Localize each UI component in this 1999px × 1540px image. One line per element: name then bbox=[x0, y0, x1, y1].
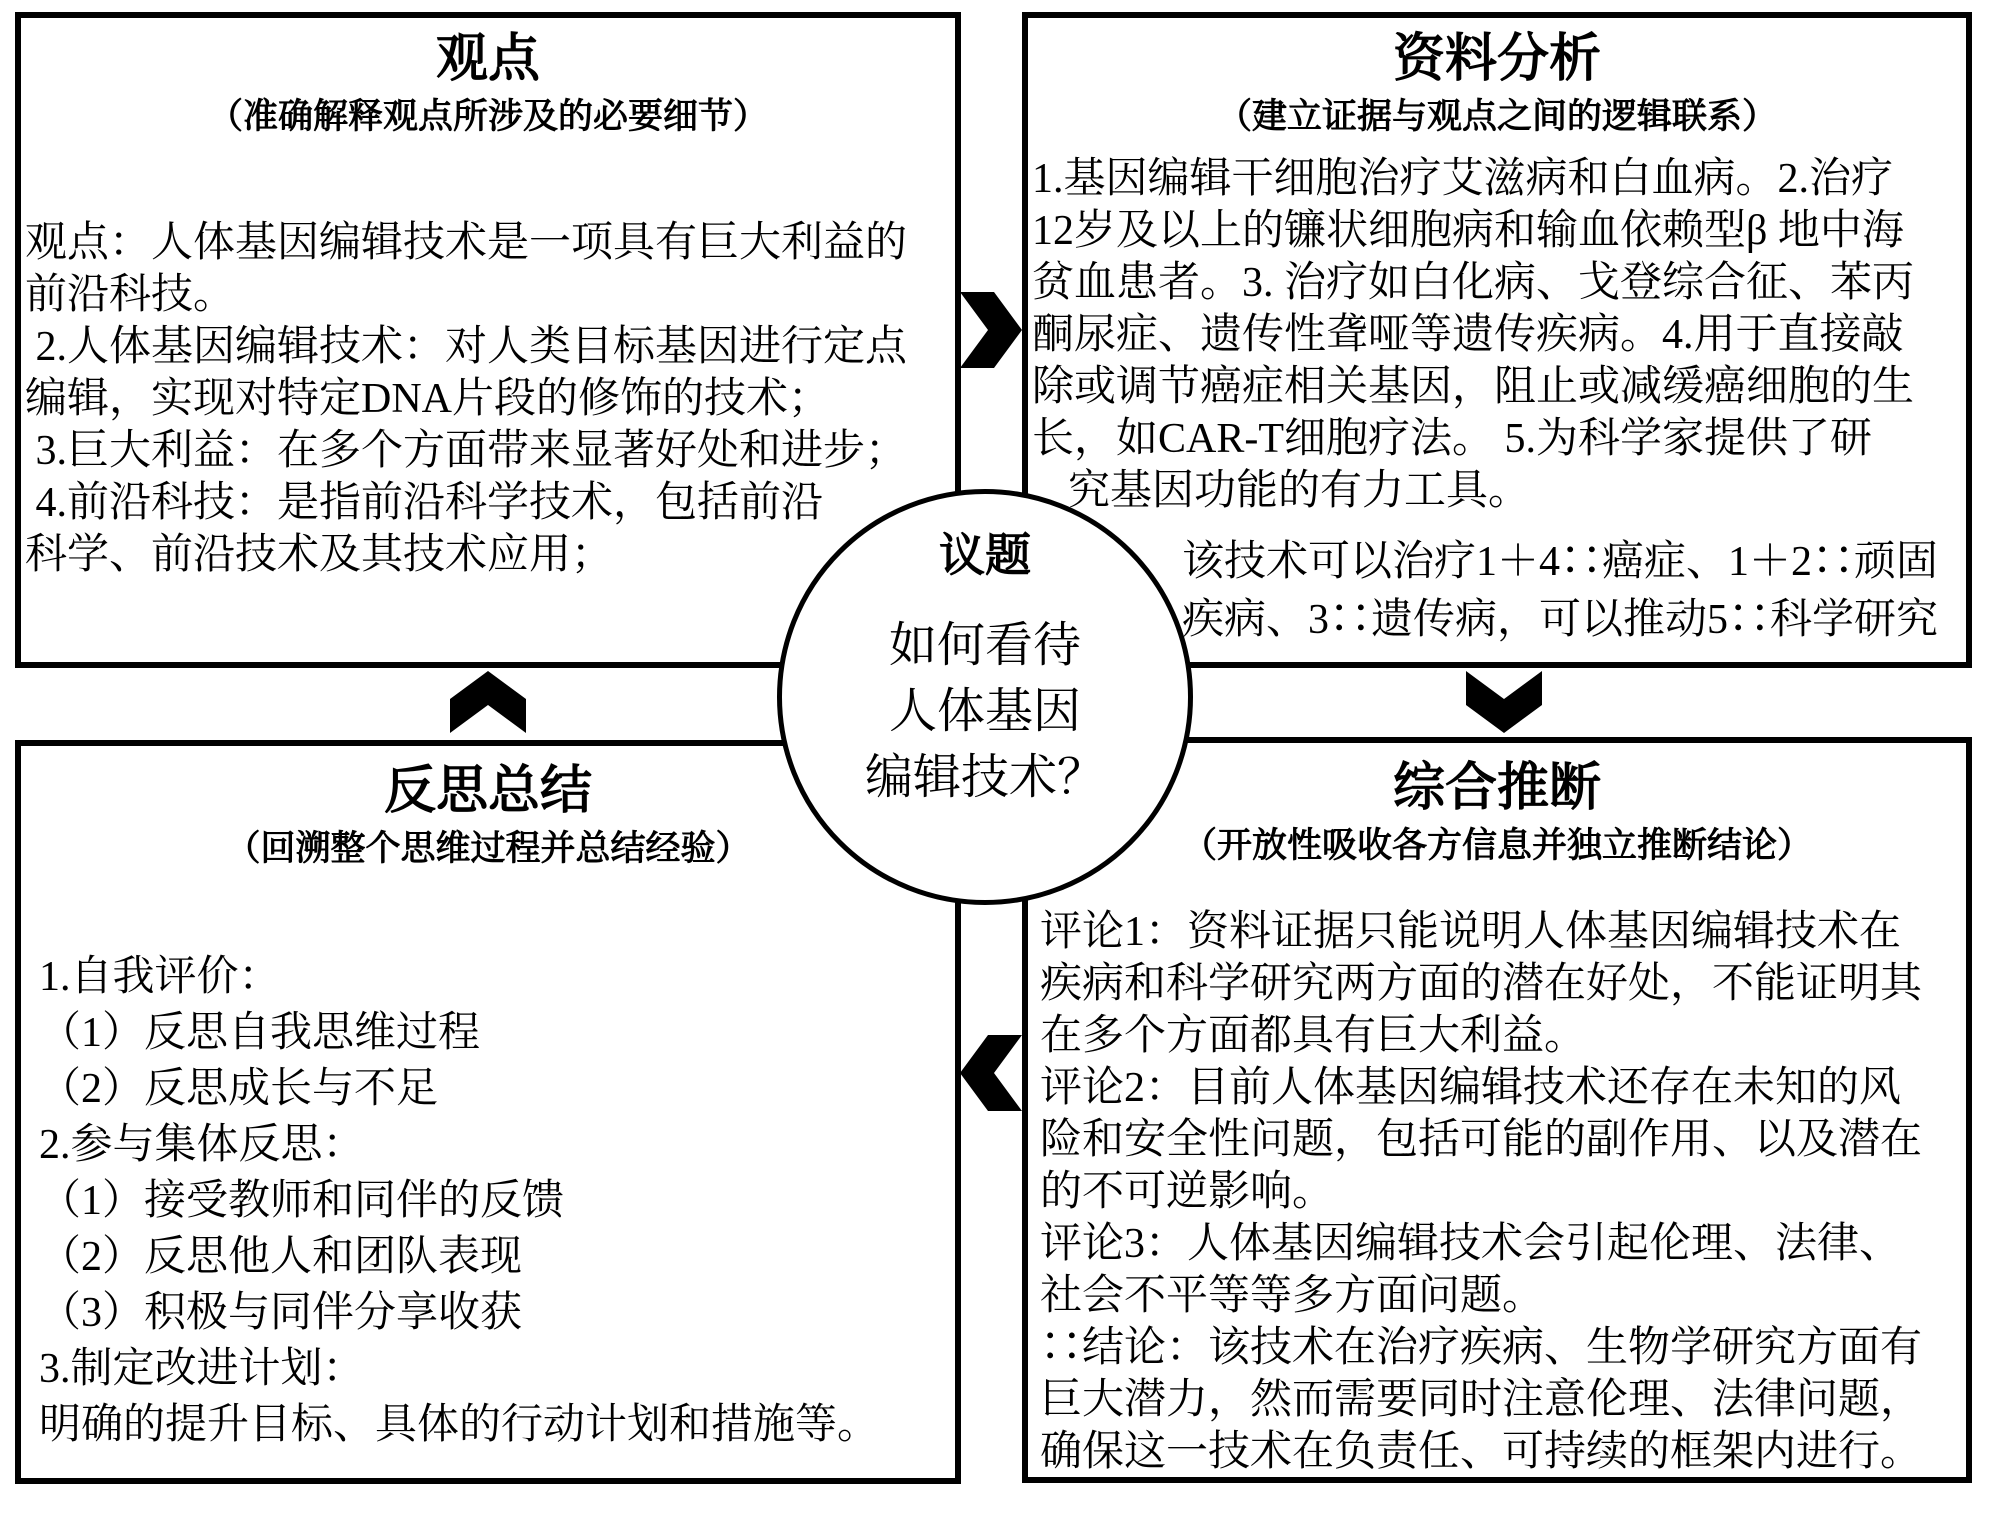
text-line: 疾病和科学研究两方面的潜在好处，不能证明其 bbox=[1040, 961, 1923, 1008]
text-line: ∷结论：该技术在治疗疾病、生物学研究方面有 bbox=[1040, 1325, 1923, 1372]
text-line: 编辑，实现对特定DNA片段的修饰的技术； bbox=[25, 376, 830, 423]
text-line: （2）反思他人和团队表现 bbox=[39, 1234, 523, 1281]
text-line: 在多个方面都具有巨大利益。 bbox=[1040, 1013, 1587, 1060]
chevron-right-icon bbox=[960, 292, 1022, 368]
synthesis-title: 综合推断 bbox=[1392, 759, 1601, 817]
text-line: 2.人体基因编辑技术：对人类目标基因进行定点 bbox=[25, 324, 908, 371]
text-line: 的不可逆影响。 bbox=[1040, 1169, 1335, 1216]
text-line: 疾病、3∷遗传病，可以推动5∷科学研究 bbox=[1182, 597, 1939, 644]
reflection-panel bbox=[15, 740, 961, 1484]
text-line: 12岁及以上的镰状细胞病和输血依赖型β 地中海 bbox=[1032, 208, 1904, 255]
synthesis-subtitle: （开放性吸收各方信息并独立推断结论） bbox=[1181, 825, 1812, 865]
text-line: 3.制定改进计划： bbox=[39, 1346, 365, 1393]
text-line: 人体基因 bbox=[888, 685, 1081, 739]
text-line: 确保这一技术在负责任、可持续的框架内进行。 bbox=[1040, 1429, 1923, 1476]
analysis-subtitle: （建立证据与观点之间的逻辑联系） bbox=[1216, 96, 1777, 136]
topic-label: 议题 bbox=[939, 529, 1031, 581]
text-line: 巨大潜力，然而需要同时注意伦理、法律问题， bbox=[1040, 1377, 1923, 1424]
chevron-left-icon bbox=[960, 1034, 1022, 1112]
text-line: （1）接受教师和同伴的反馈 bbox=[39, 1178, 565, 1225]
chevron-up-icon bbox=[450, 670, 526, 734]
text-line: 前沿科技。 bbox=[25, 272, 236, 319]
text-line: 险和安全性问题，包括可能的副作用、以及潜在 bbox=[1040, 1117, 1923, 1164]
text-line: 编辑技术？ bbox=[864, 751, 1105, 805]
reflection-body bbox=[21, 949, 955, 1453]
text-line: 科学、前沿技术及其技术应用； bbox=[25, 532, 614, 579]
text-line: 究基因功能的有力工具。 bbox=[1068, 468, 1531, 515]
text-line: 酮尿症、遗传性聋哑等遗传疾病。4.用于直接敲 bbox=[1032, 312, 1904, 359]
text-line: 如何看待 bbox=[888, 619, 1081, 673]
analysis-inference bbox=[1182, 533, 1966, 649]
text-line: 评论3：人体基因编辑技术会引起伦理、法律、 bbox=[1040, 1221, 1902, 1268]
text-line: 评论1：资料证据只能说明人体基因编辑技术在 bbox=[1040, 909, 1902, 956]
synthesis-body bbox=[1028, 906, 1966, 1478]
viewpoint-body bbox=[21, 217, 955, 581]
reflection-title: 反思总结 bbox=[383, 762, 592, 820]
text-line: 社会不平等等多方面问题。 bbox=[1040, 1273, 1545, 1320]
text-line: 4.前沿科技：是指前沿科学技术，包括前沿 bbox=[25, 480, 824, 527]
text-line: 除或调节癌症相关基因，阻止或减缓癌细胞的生 bbox=[1032, 364, 1915, 411]
text-line: 2.参与集体反思： bbox=[39, 1122, 365, 1169]
text-line: 观点：人体基因编辑技术是一项具有巨大利益的 bbox=[25, 220, 908, 267]
text-line: （2）反思成长与不足 bbox=[39, 1066, 439, 1113]
text-line: 贫血患者。3. 治疗如白化病、戈登综合征、苯丙 bbox=[1032, 260, 1915, 307]
chevron-down-icon bbox=[1466, 671, 1542, 733]
text-line: 3.巨大利益：在多个方面带来显著好处和进步； bbox=[25, 428, 908, 475]
analysis-title: 资料分析 bbox=[1392, 30, 1601, 88]
text-line: 1.自我评价： bbox=[39, 954, 281, 1001]
text-line: 评论2：目前人体基因编辑技术还存在未知的风 bbox=[1040, 1065, 1902, 1112]
topic-circle bbox=[777, 489, 1193, 905]
reflection-subtitle: （回溯整个思维过程并总结经验） bbox=[225, 828, 751, 868]
viewpoint-subtitle: （准确解释观点所涉及的必要细节） bbox=[207, 96, 768, 136]
topic-question bbox=[782, 613, 1188, 811]
viewpoint-title: 观点 bbox=[435, 30, 540, 88]
text-line: （3）积极与同伴分享收获 bbox=[39, 1290, 523, 1337]
text-line: 明确的提升目标、具体的行动计划和措施等。 bbox=[39, 1402, 880, 1449]
text-line: 1.基因编辑干细胞治疗艾滋病和白血病。2.治疗 bbox=[1032, 156, 1894, 203]
text-line: （1）反思自我思维过程 bbox=[39, 1010, 481, 1057]
text-line: 长，如CAR-T细胞疗法。 5.为科学家提供了研 bbox=[1032, 416, 1873, 463]
synthesis-panel bbox=[1022, 737, 1972, 1483]
text-line: 该技术可以治疗1＋4∷癌症、1＋2∷顽固 bbox=[1182, 539, 1939, 586]
